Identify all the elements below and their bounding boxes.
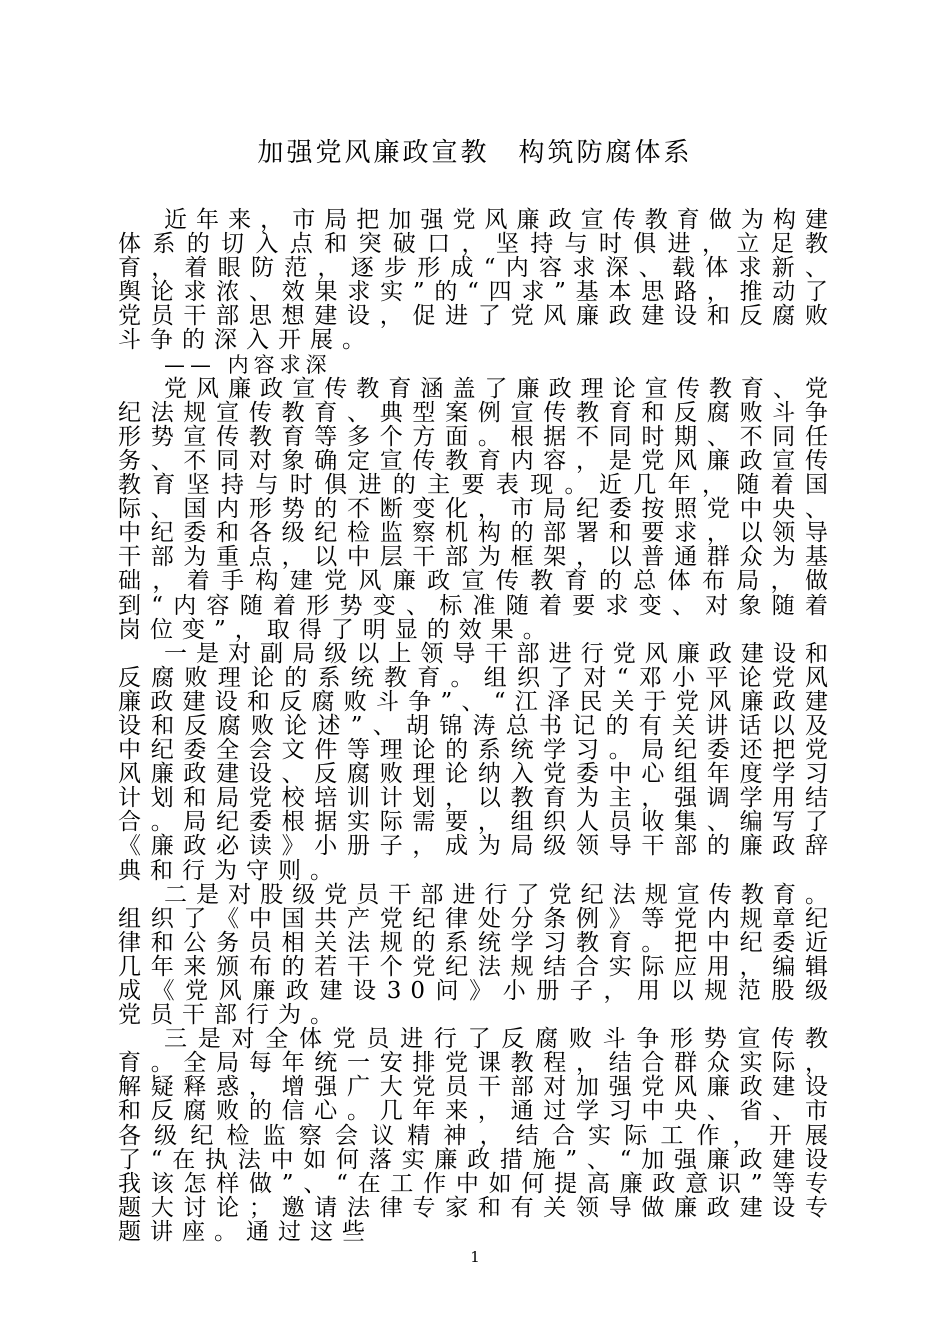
body-paragraph: 三是对全体党员进行了反腐败斗争形势宣传教育。全局每年统一安排党课教程，结合群众实际，解疑释惑，增强广大党员干部对加强党风廉政建设和反腐败的信心。几年来，通过学习中央、省、市各级纪检监察会议精神，结合实际工作，开展了“在执法中如何落实廉政措施”、“加强廉政建设我该怎样做”、“在工作中如何提高廉政意识”等专题大讨论；邀请法律专家和有关领导做廉政建设专题讲座。通过这些	[118, 1026, 837, 1245]
body-paragraph: 一是对副局级以上领导干部进行党风廉政建设和反腐败理论的系统教育。组织了对“邓小平论党风廉政建设和反腐败斗争”、“江泽民关于党风廉政建设和反腐败论述”、胡锦涛总书记的有关讲话以及中纪委全会文件等理论的系统学习。局纪委还把党风廉政建设、反腐败理论纳入党委中心组年度学习计划和局党校培训计划，以教育为主，强调学用结合。局纪委根据实际需要，组织人员收集、编写了《廉政必读》小册子，成为局级领导干部的廉政辞典和行为守则。	[118, 640, 837, 884]
document-title: 加强党风廉政宣教 构筑防腐体系	[257, 138, 693, 168]
intro-paragraph: 近年来，市局把加强党风廉政宣传教育做为构建体系的切入点和突破口，坚持与时俱进，立足教育，着眼防范，逐步形成“内容求深、载体求新、舆论求浓、效果求实”的“四求”基本思路，推动了党员干部思想建设，促进了党风廉政建设和反腐败斗争的深入开展。	[118, 207, 837, 354]
page-number: 1	[470, 1248, 480, 1266]
section-heading: —— 内容求深	[164, 352, 332, 377]
document-body	[118, 208, 837, 1244]
body-paragraph: 二是对股级党员干部进行了党纪法规宣传教育。组织了《中国共产党纪律处分条例》等党内规章纪律和公务员相关法规的系统学习教育。把中纪委近几年来颁布的若干个党纪法规结合实际应用，编辑成《党风廉政建设30问》小册子，用以规范股级党员干部行为。	[118, 881, 837, 1029]
body-paragraph: 党风廉政宣传教育涵盖了廉政理论宣传教育、党纪法规宣传教育、典型案例宣传教育和反腐败斗争形势宣传教育等多个方面。根据不同时期、不同任务、不同对象确定宣传教育内容，是党风廉政宣传教育坚持与时俱进的主要表现。近几年，随着国际、国内形势的不断变化，市局纪委按照党中央、中纪委和各级纪检监察机构的部署和要求，以领导干部为重点，以中层干部为框架，以普通群众为基础，着手构建党风廉政宣传教育的总体布局，做到“内容随着形势变、标准随着要求变、对象随着岗位变”，取得了明显的效果。	[118, 375, 837, 643]
